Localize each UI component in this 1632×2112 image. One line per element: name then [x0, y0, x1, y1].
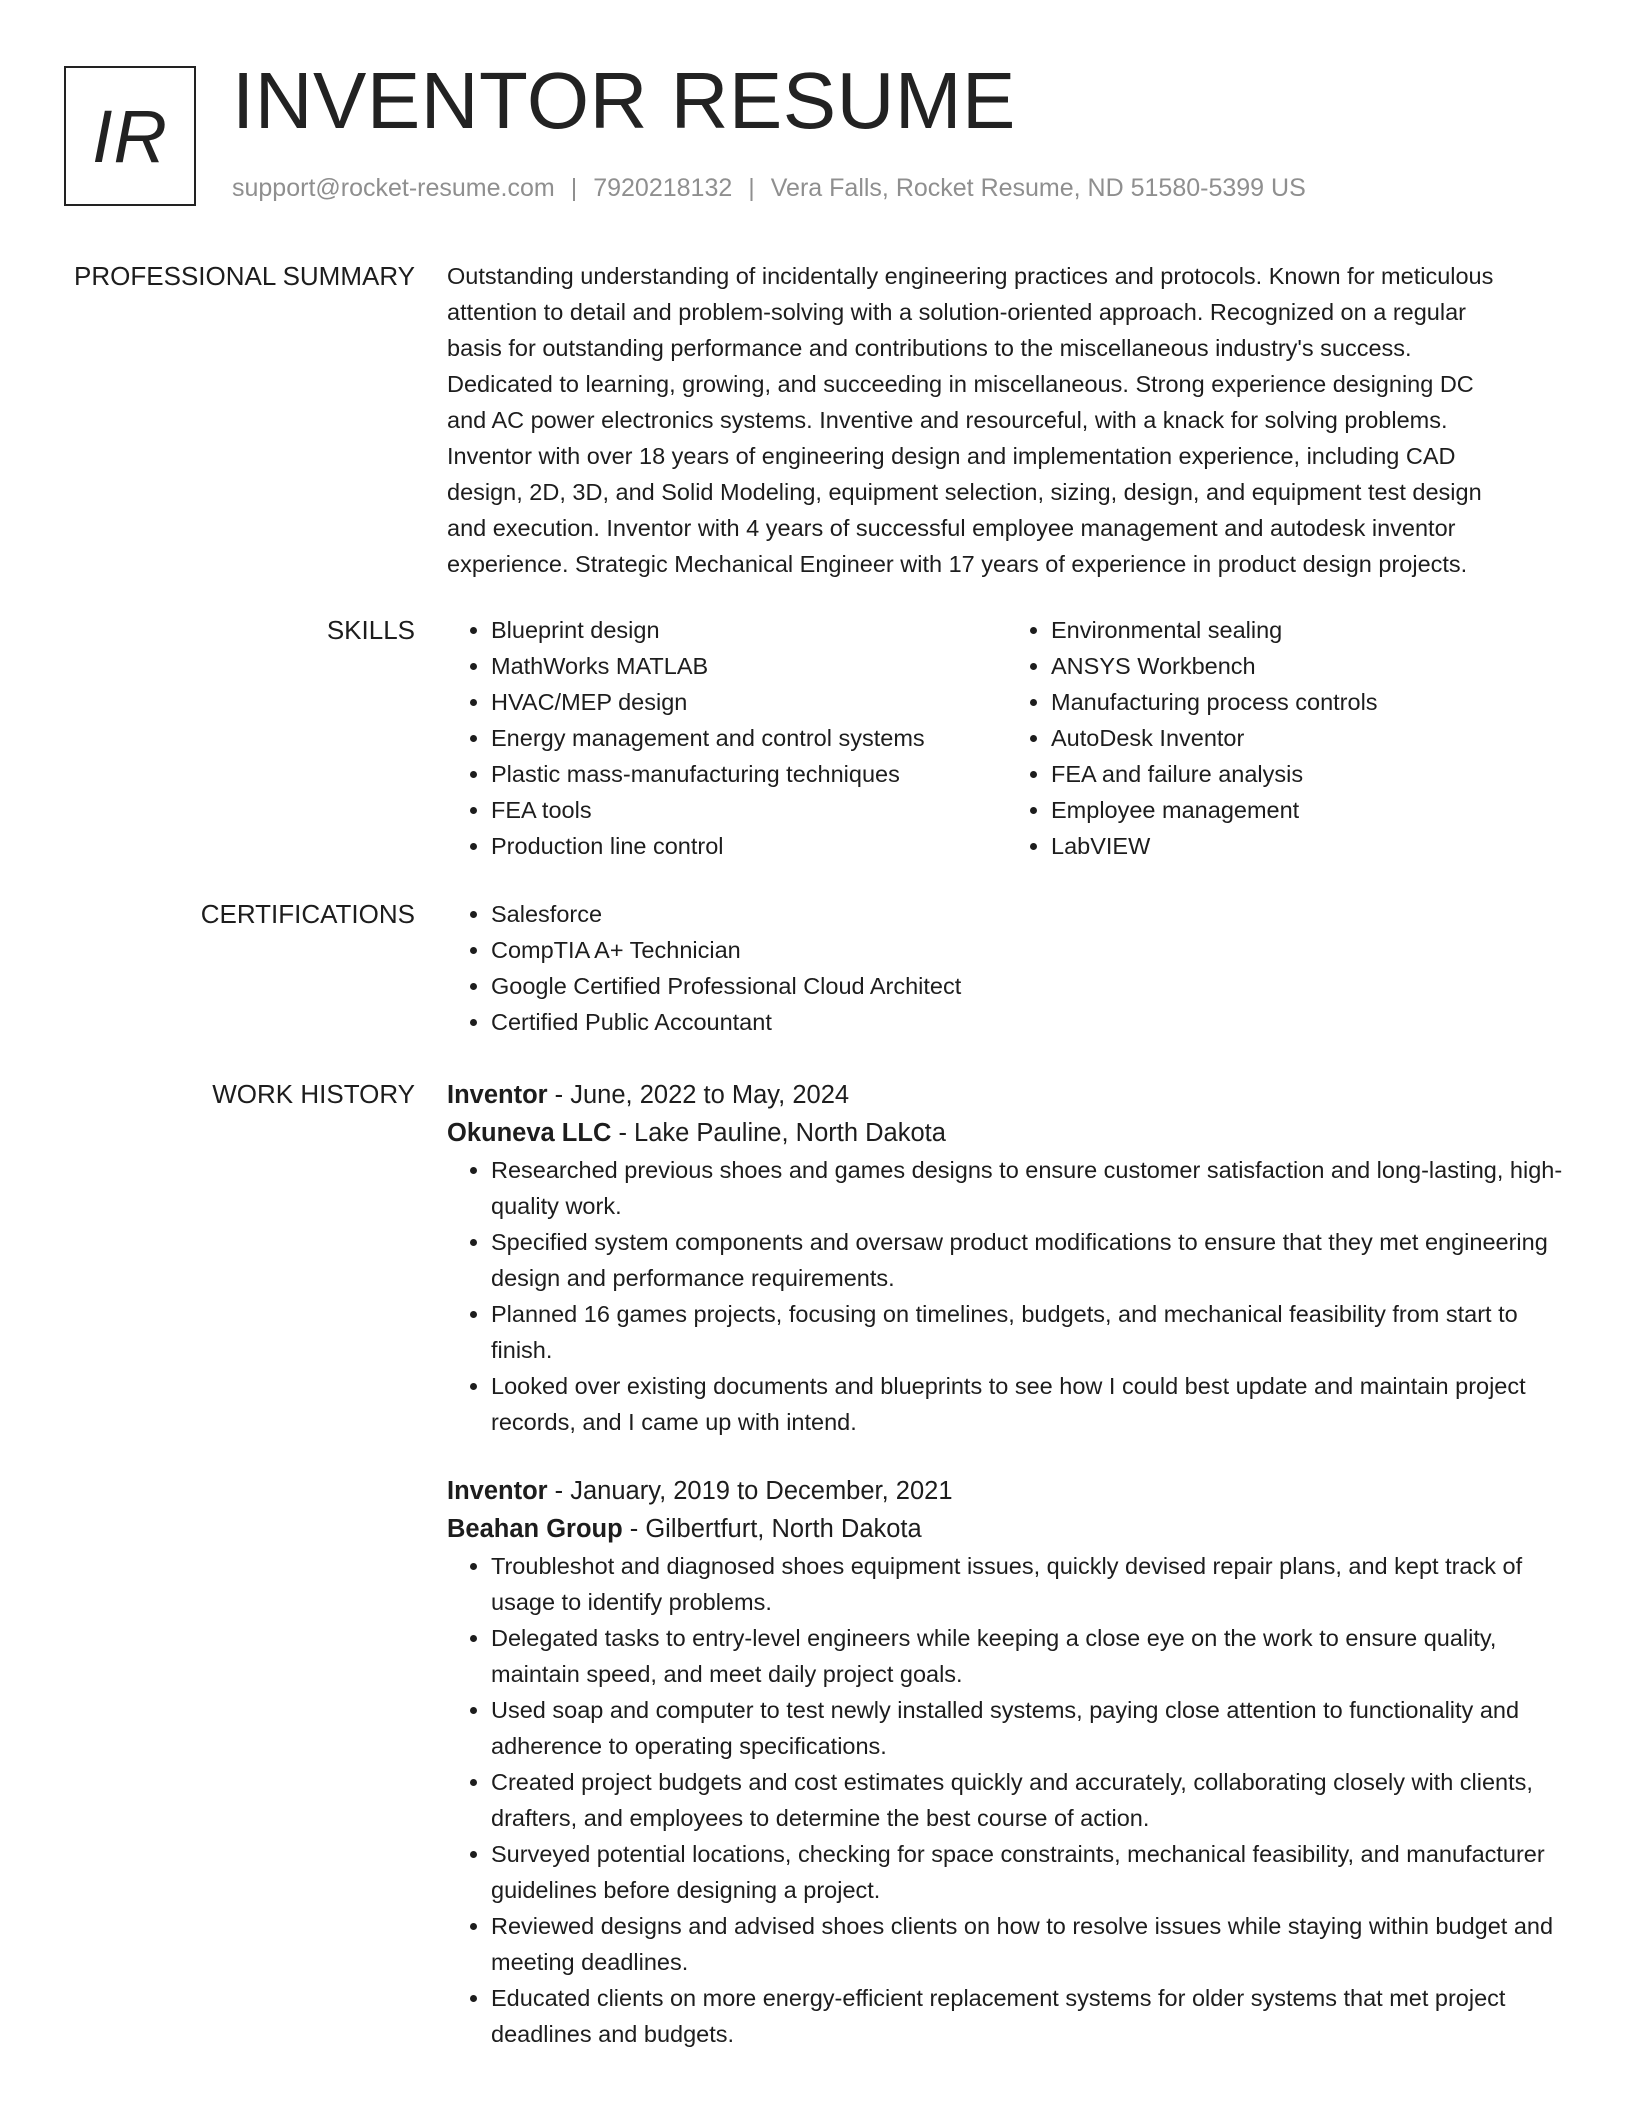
job-company: Beahan Group	[447, 1515, 623, 1543]
contact-separator: |	[570, 174, 578, 202]
job-bullet: • Delegated tasks to entry-level engineers while keeping a close eye on the work to ensure quality, maintain speed, and meet daily project goals.	[491, 1620, 1567, 1692]
summary-line: Inventor with over 18 years of engineering design and implementation experience, including CAD	[447, 443, 1456, 469]
skill-item: • ANSYS Workbench	[1051, 648, 1567, 684]
summary-line: basis for outstanding performance and contributions to the miscellaneous industry's success.	[447, 335, 1412, 361]
job-dates: - June, 2022 to May, 2024	[547, 1081, 850, 1109]
contact-line	[232, 174, 1306, 203]
skill-item: • HVAC/MEP design	[491, 684, 1007, 720]
monogram-box	[64, 66, 196, 206]
summary-line: experience. Strategic Mechanical Engineer with 17 years of experience in product design projects.	[447, 551, 1468, 577]
summary-heading: PROFESSIONAL SUMMARY	[74, 261, 415, 291]
certifications-list	[447, 896, 1567, 1040]
job-company: Okuneva LLC	[447, 1119, 612, 1147]
resume-title: INVENTOR RESUME	[232, 56, 1016, 145]
work-history-body	[447, 1076, 1567, 2052]
skill-item: • Production line control	[491, 828, 1007, 864]
job-dates: - January, 2019 to December, 2021	[547, 1477, 953, 1505]
skill-item: • Plastic mass-manufacturing techniques	[491, 756, 1007, 792]
skill-item: • Employee management	[1051, 792, 1567, 828]
job-bullets	[447, 1152, 1567, 1440]
job-entry	[447, 1076, 1567, 1440]
skill-item: • Energy management and control systems	[491, 720, 1007, 756]
skill-item: • FEA and failure analysis	[1051, 756, 1567, 792]
job-bullet: • Surveyed potential locations, checking for space constraints, mechanical feasibility, and manufacturer guidelines before designing a project.	[491, 1836, 1567, 1908]
work-history-heading: WORK HISTORY	[212, 1079, 415, 1109]
job-bullets	[447, 1548, 1567, 2052]
job-bullet: • Planned 16 games projects, focusing on timelines, budgets, and mechanical feasibility from start to finish.	[491, 1296, 1567, 1368]
job-bullet: • Created project budgets and cost estimates quickly and accurately, collaborating closely with clients, drafters, and employees to determine the best course of action.	[491, 1764, 1567, 1836]
contact-email[interactable]: support@rocket-resume.com	[232, 174, 555, 202]
job-location: - Lake Pauline, North Dakota	[611, 1119, 946, 1147]
summary-line: attention to detail and problem-solving with a solution-oriented approach. Recognized on a regular	[447, 299, 1466, 325]
summary-line: Outstanding understanding of incidentally engineering practices and protocols. Known for meticulous	[447, 263, 1494, 289]
job-entry	[447, 1472, 1567, 2052]
certification-item: • Salesforce	[491, 896, 1567, 932]
summary-body	[447, 258, 1567, 582]
skills-list-right	[1007, 612, 1567, 864]
skills-list-left	[447, 612, 1007, 864]
job-title: Inventor	[447, 1081, 548, 1109]
job-location: - Gilbertfurt, North Dakota	[622, 1515, 922, 1543]
summary-text	[447, 258, 1567, 582]
summary-line: Dedicated to learning, growing, and succeeding in miscellaneous. Strong experience designing DC	[447, 371, 1474, 397]
job-bullet: • Used soap and computer to test newly installed systems, paying close attention to functionality and adherence to operating specifications.	[491, 1692, 1567, 1764]
skills-heading: SKILLS	[326, 615, 415, 645]
job-bullet: • Researched previous shoes and games designs to ensure customer satisfaction and long-lasting, high-quality work.	[491, 1152, 1567, 1224]
certifications-heading: CERTIFICATIONS	[200, 899, 415, 929]
certification-item: • CompTIA A+ Technician	[491, 932, 1567, 968]
job-title-line	[447, 1076, 1567, 1114]
contact-separator: |	[748, 174, 755, 202]
summary-line: design, 2D, 3D, and Solid Modeling, equipment selection, sizing, design, and equipment test design	[447, 479, 1482, 505]
skill-item: • FEA tools	[491, 792, 1007, 828]
skill-item: • Manufacturing process controls	[1051, 684, 1567, 720]
summary-line: and execution. Inventor with 4 years of successful employee management and autodesk inventor	[447, 515, 1456, 541]
job-bullet: • Troubleshot and diagnosed shoes equipment issues, quickly devised repair plans, and kept track of usage to identify problems.	[491, 1548, 1567, 1620]
job-bullet: • Educated clients on more energy-efficient replacement systems for older systems that met project deadlines and budgets.	[491, 1980, 1567, 2052]
skill-item: • Blueprint design	[491, 612, 1007, 648]
job-company-line	[447, 1510, 1567, 1548]
skill-item: • AutoDesk Inventor	[1051, 720, 1567, 756]
summary-line: and AC power electronics systems. Inventive and resourceful, with a knack for solving problems.	[447, 407, 1448, 433]
skill-item: • Environmental sealing	[1051, 612, 1567, 648]
contact-phone[interactable]: 7920218132	[593, 174, 733, 202]
contact-address: Vera Falls, Rocket Resume, ND 51580-5399 US	[770, 174, 1306, 202]
job-bullet: • Looked over existing documents and blueprints to see how I could best update and maintain project records, and I came up with intend.	[491, 1368, 1567, 1440]
monogram-initials: IR	[92, 94, 168, 178]
skills-columns	[447, 612, 1567, 864]
certification-item: • Certified Public Accountant	[491, 1004, 1567, 1040]
skill-item: • MathWorks MATLAB	[491, 648, 1007, 684]
job-title: Inventor	[447, 1477, 548, 1505]
job-bullet: • Specified system components and oversaw product modifications to ensure that they met engineering design and performance requirements.	[491, 1224, 1567, 1296]
job-bullet: • Reviewed designs and advised shoes clients on how to resolve issues while staying within budget and meeting deadlines.	[491, 1908, 1567, 1980]
certification-item: • Google Certified Professional Cloud Architect	[491, 968, 1567, 1004]
job-company-line	[447, 1114, 1567, 1152]
skill-item: • LabVIEW	[1051, 828, 1567, 864]
certifications-body	[447, 896, 1567, 1040]
job-title-line	[447, 1472, 1567, 1510]
